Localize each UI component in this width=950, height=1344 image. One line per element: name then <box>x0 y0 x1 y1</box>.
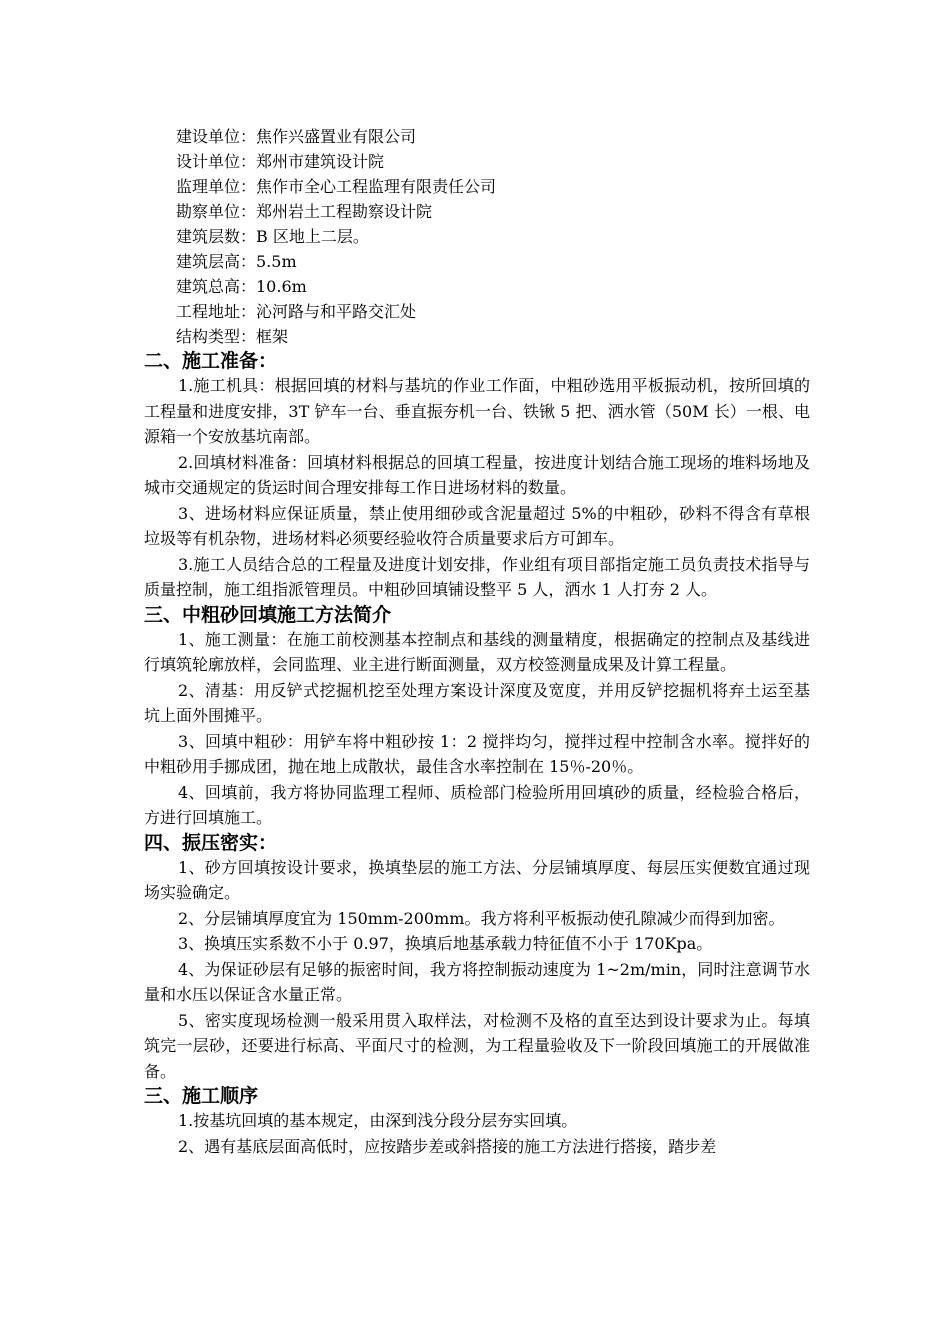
section-preparation <box>144 349 810 603</box>
section-heading: 四、振压密实： <box>144 831 278 854</box>
paragraph: 4、为保证砂层有足够的振密时间，我方将控制振动速度为 1~2m/min，同时注意调节水量和水压以保证含水量正常。 <box>144 959 810 1004</box>
paragraph: 3、换填压实系数不小于 0.97，换填后地基承载力特征值不小于 170Kpa。 <box>178 934 713 953</box>
paragraph: 5、密实度现场检测一般采用贯入取样法，对检测不及格的直至达到设计要求为止。每填筑完一层砂，还要进行标高、平面尺寸的检测，为工程量验收及下一阶段回填施工的开展做准备。 <box>144 1010 810 1081</box>
info-design-unit: 设计单位：郑州市建筑设计院 <box>176 152 385 171</box>
paragraph: 4、回填前，我方将协同监理工程师、质检部门检验所用回填砂的质量，经检验合格后，方进行回填施工。 <box>144 782 810 827</box>
info-structure-type: 结构类型：框架 <box>176 327 289 346</box>
paragraph: 1、施工测量：在施工前校测基本控制点和基线的测量精度，根据确定的控制点及基线进行填筑轮廓放样，会同监理、业主进行断面测量，双方校签测量成果及计算工程量。 <box>144 629 810 674</box>
paragraph: 2、遇有基底层面高低时，应按踏步差或斜搭接的施工方法进行搭接，踏步差 <box>178 1136 717 1156</box>
info-survey-unit: 勘察单位：郑州岩土工程勘察设计院 <box>176 202 433 221</box>
info-construction-unit: 建设单位：焦作兴盛置业有限公司 <box>176 127 417 146</box>
paragraph: 2、清基：用反铲式挖掘机挖至处理方案设计深度及宽度，并用反铲挖掘机将弃土运至基坑上面外围摊平。 <box>144 680 810 725</box>
info-floor-height: 建筑层高：5.5m <box>176 252 297 271</box>
paragraph: 3、进场材料应保证质量，禁止使用细砂或含泥量超过 5%的中粗砂，砂料不得含有草根垃圾等有机杂物，进场材料必须要经验收符合质量要求后方可卸车。 <box>144 503 810 548</box>
section-sand-backfill-method <box>144 603 810 831</box>
paragraph: 3.施工人员结合总的工程量及进度计划安排，作业组有项目部指定施工员负责技术指导与质量控制，施工组指派管理员。中粗砂回填铺设整平 5 人，洒水 1 人打夯 2 人。 <box>144 554 810 599</box>
project-info-block <box>144 124 810 349</box>
section-heading: 三、中粗砂回填施工方法简介 <box>144 603 392 626</box>
paragraph: 3、回填中粗砂：用铲车将中粗砂按 1：2 搅拌均匀，搅拌过程中控制含水率。搅拌好的中粗砂用手挪成团，抛在地上成散状，最佳含水率控制在 15％-20％。 <box>144 731 810 776</box>
section-compaction <box>144 831 810 1085</box>
info-address: 工程地址：沁河路与和平路交汇处 <box>176 302 417 321</box>
info-supervision-unit: 监理单位：焦作市全心工程监理有限责任公司 <box>176 177 497 196</box>
info-floors: 建筑层数：B 区地上二层。 <box>176 227 369 246</box>
section-heading: 三、施工顺序 <box>144 1085 259 1107</box>
section-construction-sequence <box>144 1084 810 1159</box>
paragraph: 1.施工机具：根据回填的材料与基坑的作业工作面，中粗砂选用平板振动机，按所回填的工程量和进度安排，3T 铲车一台、垂直振夯机一台、铁锹 5 把、洒水管（50M 长）一根、电源箱一个安放基坑南部。 <box>144 376 810 446</box>
paragraph: 2、分层铺填厚度宜为 150mm-200mm。我方将利平板振动使孔隙减少而得到加密。 <box>178 908 785 928</box>
document-body <box>144 124 810 1159</box>
info-total-height: 建筑总高：10.6m <box>176 277 307 296</box>
paragraph: 2.回填材料准备：回填材料根据总的回填工程量，按进度计划结合施工现场的堆料场地及城市交通规定的货运时间合理安排每工作日进场材料的数量。 <box>144 452 810 497</box>
section-heading: 二、施工准备： <box>144 350 278 372</box>
paragraph: 1.按基坑回填的基本规定，由深到浅分段分层夯实回填。 <box>178 1111 578 1130</box>
paragraph: 1、砂方回填按设计要求，换填垫层的施工方法、分层铺填厚度、每层压实便数宜通过现场实验确定。 <box>144 857 810 902</box>
